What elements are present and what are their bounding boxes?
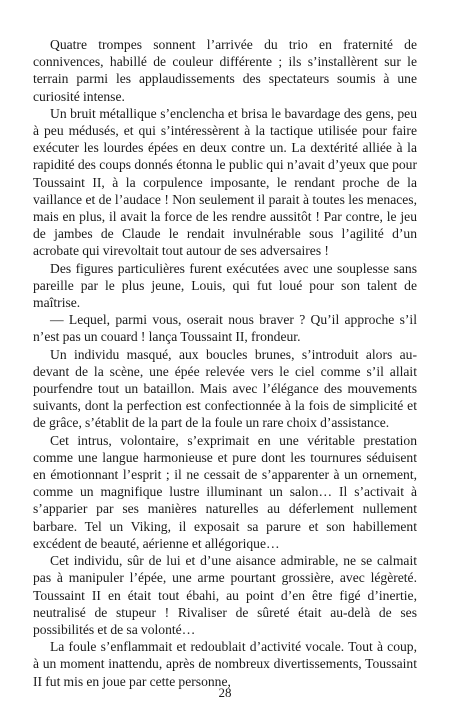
page-body-text — [33, 36, 417, 690]
paragraph-1: Quatre trompes sonnent l’arrivée du trio en fraternité de connivences, habillé de couleur différente ; ils s’installèrent sur le terrain parmi les applaudissements des spectateurs soumis à une curiosité intense. — [33, 37, 417, 104]
paragraph-5: Un individu masqué, aux boucles brunes, s’introduit alors au-devant de la scène, une épée relevée vers le ciel comme s’il allait pourfendre tout un bataillon. Mais avec l’élégance des mouvements suivants, dont la perfection est confectionnée à la fois de simplicité et de grâce, s’établit de la part de la foule un rare choix d’assistance. — [33, 346, 417, 431]
paragraph-3: Des figures particulières furent exécutées avec une souplesse sans pareille par le plus jeune, Louis, qui fut loué pour son talent de maîtrise. — [33, 260, 417, 311]
paragraph-7: Cet individu, sûr de lui et d’une aisance admirable, ne se calmait pas à manipuler l’épée, une arme pourtant grossière, avec légèreté. Toussaint II en était tout ébahi, au point d’en être figé d’inertie, neutralisé de stupeur ! Rivaliser de sûreté était au-delà de ses possibilités et de sa volonté… — [33, 553, 417, 637]
page-number: 28 — [218, 685, 232, 700]
paragraph-2: Un bruit métallique s’enclencha et brisa le bavardage des gens, peu à peu médusés, et qui s’intéressèrent à la tactique utilisée pour faire exécuter les lourdes épées en deux contre un. La dextérité alliée à la rapidité des coups donnés étonna le public qui n’avait d’yeux que pour Toussaint II, à la corpulence imposante, le rendant proche de la vaillance et de l’audace ! Non seulement il parait à toutes les menaces, mais en plus, il avait la force de les rendre aussitôt ! Par contre, le jeu de jambes de Claude le rendait invulnérable sous l’agilité d’un acrobate qui virevoltait tout autour de ses adversaires ! — [33, 105, 417, 259]
paragraph-6: Cet intrus, volontaire, s’exprimait en une véritable prestation comme une langue harmonieuse et pure dont les tournures séduisent en émotionnant l’esprit ; il ne cessait de s’apparenter à un ornement, comme un magnifique lustre illuminant un salon… Il s’activait à s’apparier par ses manières naturelles au déferlement nullement barbare. Tel un Viking, il exposait sa parure et son habillement excédent de beauté, aérienne et allégorique… — [33, 432, 417, 551]
paragraph-4-dialogue: — Lequel, parmi vous, oserait nous braver ? Qu’il approche s’il n’est pas un couard ! lança Toussaint II, frondeur. — [33, 312, 417, 345]
paragraph-8: La foule s’enflammait et redoublait d’activité vocale. Tout à coup, à un moment inattendu, après de nombreux divertissements, Toussaint II fut mis en joue par cette personne, — [33, 639, 417, 689]
